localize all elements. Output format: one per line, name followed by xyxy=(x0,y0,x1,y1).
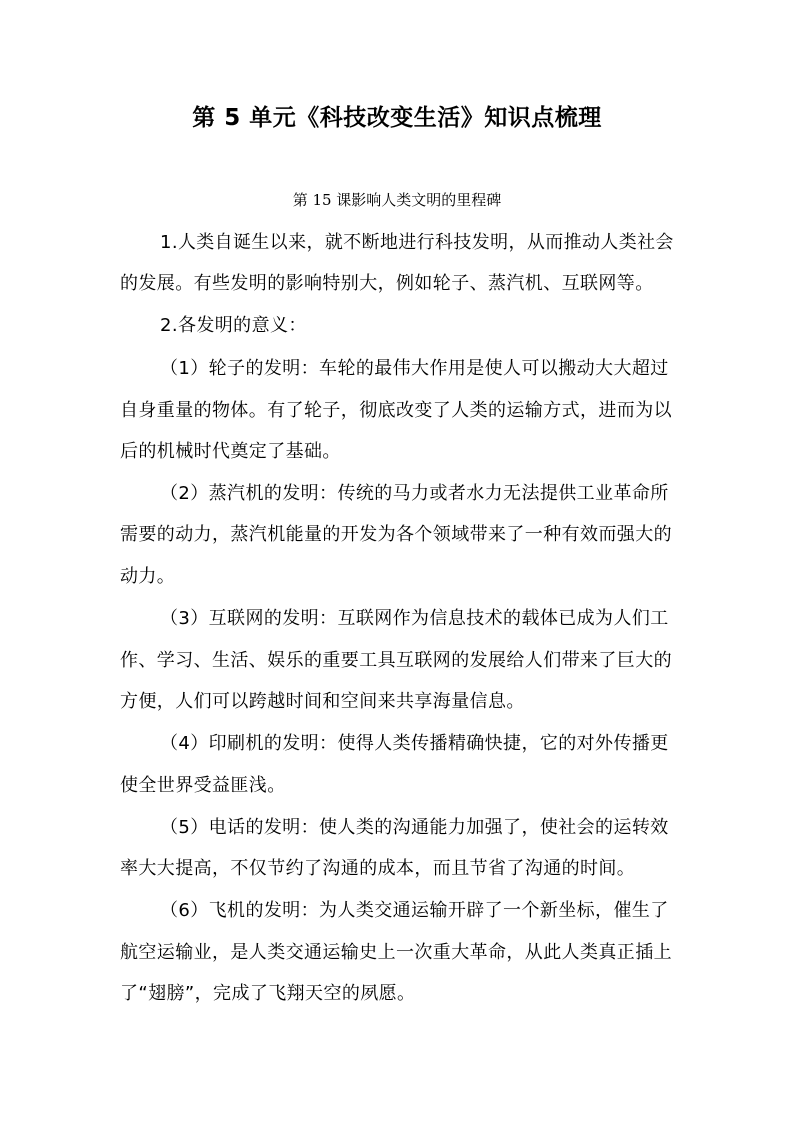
paragraph-line: （6）飞机的发明：为人类交通运输开辟了一个新坐标，催生了 xyxy=(160,900,669,921)
paragraph-line: （3）互联网的发明：互联网作为信息技术的载体已成为人们工 xyxy=(160,608,669,629)
paragraph-line: 率大大提高，不仅节约了沟通的成本，而且节省了沟通的时间。 xyxy=(120,858,636,879)
paragraph-line: 1.人类自诞生以来，就不断地进行科技发明，从而推动人类社会 xyxy=(160,232,674,253)
paragraph-line: 后的机械时代奠定了基础。 xyxy=(120,441,341,462)
paragraph-line: 使全世界受益匪浅。 xyxy=(120,775,286,796)
paragraph-line: 了“翅膀”，完成了飞翔天空的夙愿。 xyxy=(120,983,416,1004)
paragraph-line: （4）印刷机的发明：使得人类传播精确快捷，它的对外传播更 xyxy=(160,733,669,754)
paragraph-line: 2.各发明的意义： xyxy=(160,315,307,336)
paragraph-line: 航空运输业，是人类交通运输史上一次重大革命，从此人类真正插上 xyxy=(120,942,672,963)
paragraph-line: 自身重量的物体。有了轮子，彻底改变了人类的运输方式，进而为以 xyxy=(120,400,672,421)
lesson-subtitle: 第 15 课影响人类文明的里程碑 xyxy=(292,191,502,209)
paragraph-line: 的发展。有些发明的影响特别大，例如轮子、蒸汽机、互联网等。 xyxy=(120,273,654,294)
paragraph-line: 作、学习、生活、娱乐的重要工具互联网的发展给人们带来了巨大的 xyxy=(120,650,672,671)
paragraph-line: 方便，人们可以跨越时间和空间来共享海量信息。 xyxy=(120,691,525,712)
paragraph-line: 动力。 xyxy=(120,566,176,587)
page-title: 第 5 单元《科技改变生活》知识点梳理 xyxy=(192,105,602,131)
paragraph-line: （2）蒸汽机的发明：传统的马力或者水力无法提供工业革命所 xyxy=(160,483,669,504)
paragraph-line: （5）电话的发明：使人类的沟通能力加强了，使社会的运转效 xyxy=(160,817,669,838)
paragraph-line: 需要的动力，蒸汽机能量的开发为各个领域带来了一种有效而强大的 xyxy=(120,524,672,545)
paragraph-line: （1）轮子的发明：车轮的最伟大作用是使人可以搬动大大超过 xyxy=(160,358,669,379)
